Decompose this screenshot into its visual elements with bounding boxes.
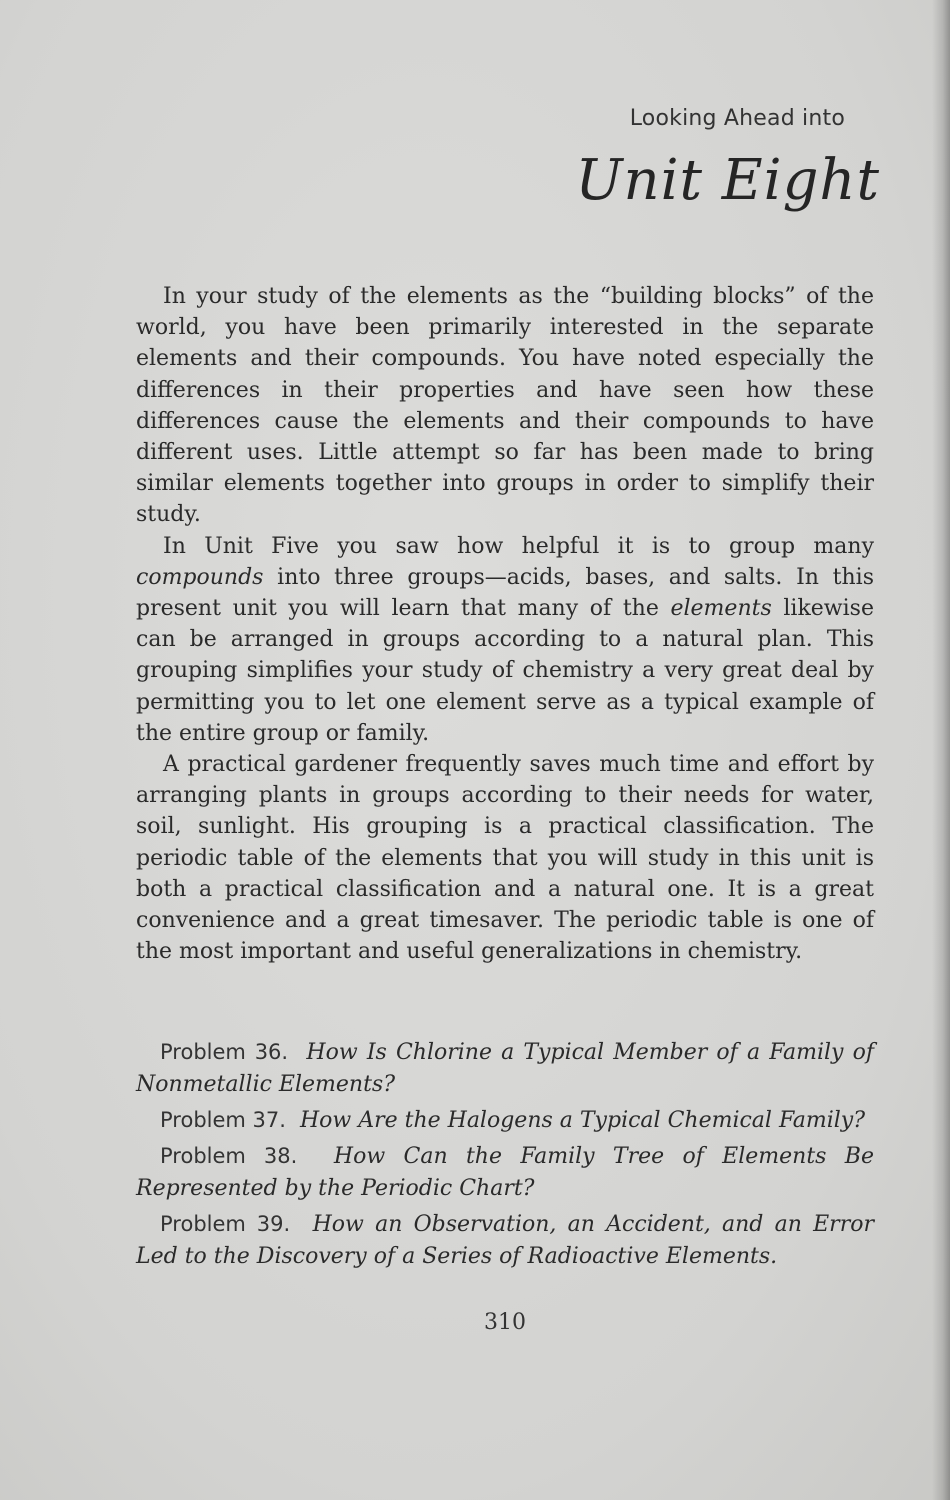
paragraph — [136, 531, 874, 749]
paragraph-text: In Unit Five you saw how helpful it is to group many — [163, 533, 874, 559]
intro-body — [136, 281, 874, 967]
problem-title: How Is Chlorine a Typical Member of a Family of Nonmetallic Elements? — [136, 1040, 874, 1097]
problem-number: Problem 39. — [160, 1212, 291, 1236]
paragraph — [136, 281, 874, 531]
unit-kicker: Looking Ahead into — [629, 106, 845, 131]
page-number: 310 — [484, 1310, 526, 1335]
problem-number: Problem 36. — [160, 1040, 289, 1064]
problem-title: How Are the Halogens a Typical Chemical Family? — [299, 1108, 865, 1133]
problem-list — [136, 1036, 874, 1276]
problem-item — [136, 1140, 874, 1205]
problem-number: Problem 38. — [160, 1144, 298, 1168]
paragraph-text: In your study of the elements as the “building blocks” of the world, you have been primarily interested in the separate elements and their compounds. You have noted especially the differences in their properties and have seen how these differences cause the elements and their compounds to have different uses. Little attempt so far has been made to bring similar elements together into groups in order to simplify their study. — [136, 284, 874, 528]
paragraph-text: into three groups—acids, bases, and salts. In this present unit you will learn that many of the — [136, 564, 874, 622]
emphasized-text: elements — [670, 596, 772, 622]
unit-title: Unit Eight — [575, 148, 880, 213]
problem-item — [136, 1036, 874, 1101]
problem-item — [136, 1104, 874, 1137]
paragraph-text: likewise can be arranged in groups according to a natural plan. This grouping simplifies your study of chemistry a very great deal by permitting you to let one element serve as a typical example of the entire group or family. — [136, 596, 874, 746]
page-edge-shadow — [932, 0, 950, 1500]
problem-title: How an Observation, an Accident, and an Error Led to the Discovery of a Series of Radioactive Elements. — [136, 1212, 874, 1269]
problem-title: How Can the Family Tree of Elements Be Represented by the Periodic Chart? — [136, 1144, 874, 1201]
paragraph-text: A practical gardener frequently saves much time and effort by arranging plants in groups according to their needs for water, soil, sunlight. His grouping is a practical classification. The periodic table of the elements that you will study in this unit is both a practical classification and a natural one. It is a great convenience and a great timesaver. The periodic table is one of the most important and useful generalizations in chemistry. — [136, 752, 874, 965]
problem-number: Problem 37. — [160, 1108, 286, 1132]
paragraph — [136, 749, 874, 967]
emphasized-text: compounds — [136, 564, 264, 590]
problem-item — [136, 1208, 874, 1273]
